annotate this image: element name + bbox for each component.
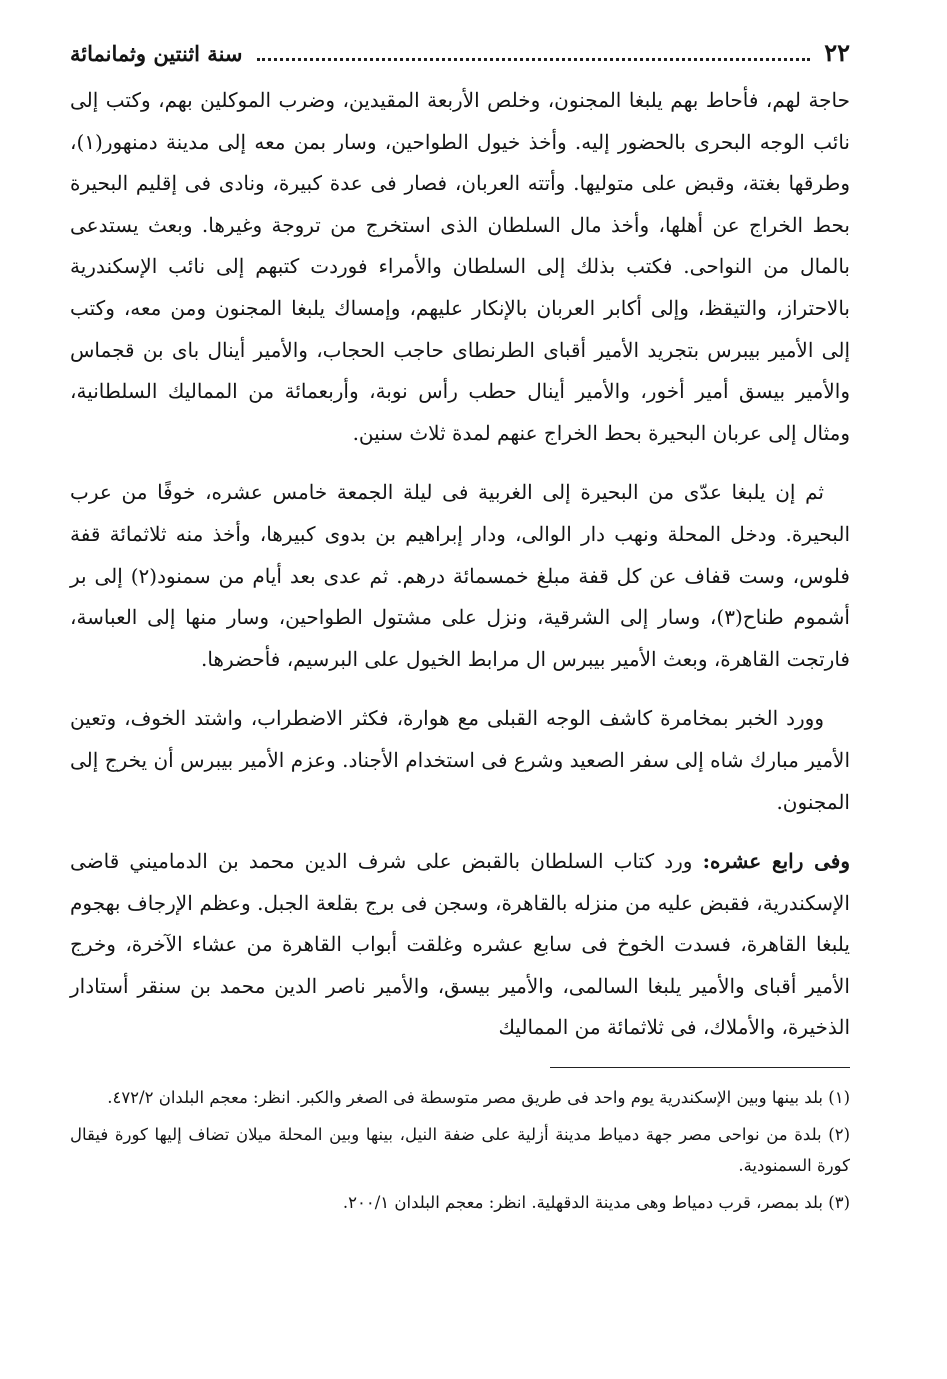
paragraph-lead: وفى رابع عشره: [702,849,850,874]
paragraph-text: ثم إن يلبغا عدّى من البحيرة إلى الغربية فى ليلة الجمعة خامس عشره، خوفًا من عرب البحيرة. ودخل المحلة ونهب دار الوالى، ودار إبراهيم بن بدوى كبيرها، وأخذ منه ثلاثمائة قفة فلوس، وست قفاف عن كل قفة مبلغ خمسمائة درهم. ثم عدى بعد أيام من سمنود(٢) إلى بر أشموم طناح(٣)، وسار إلى الشرقية، ونزل على مشتول الطواحين، وسار منها إلى العباسة، فارتجت القاهرة، وبعث الأمير بيبرس ال مرابط الخيول على البرسيم، فأحضرها. [70,480,850,671]
book-page [70,38,850,1348]
paragraph [70,841,850,1049]
paragraph [70,80,850,454]
footnote: (٣) بلد بمصر، قرب دمياط وهى مدينة الدقهلية. انظر: معجم البلدان ٢٠٠/١. [342,1193,850,1213]
running-head-title: سنة اثنتين وثمانمائة [70,41,243,66]
footnote: (٢) بلدة من نواحى مصر جهة دمياط مدينة أزلية على ضفة النيل، بينها وبين المحلة ميلان تضاف إليها كورة فيقال كورة السمنودية. [70,1125,850,1176]
running-head [70,38,850,74]
paragraph-text: وورد الخبر بمخامرة كاشف الوجه القبلى مع هوارة، فكثر الاضطراب، واشتد الخوف، وتعين الأمير مبارك شاه إلى سفر الصعيد وشرع فى استخدام الأجناد. وعزم الأمير بيبرس أن يخرج إلى المجنون. [70,706,850,814]
footnotes [70,1082,850,1218]
dotted-leader [257,58,811,61]
body-text [70,80,850,1049]
page-number: ٢٢ [824,38,850,67]
footnote: (١) بلد بينها وبين الإسكندرية يوم واحد فى طريق مصر متوسطة فى الصغر والكبر. انظر: معجم البلدان ٤٧٢/٢. [107,1088,850,1108]
paragraph [70,698,850,823]
footnote-separator [550,1067,850,1068]
paragraph-text: حاجة لهم، فأحاط بهم يلبغا المجنون، وخلص الأربعة المقيدين، وضرب الموكلين بهم، وكتب إلى نائب الوجه البحرى بالحضور إليه. وأخذ خيول الطواحين، وسار بمن معه إلى مدينة دمنهور(١)، وطرقها بغتة، وقبض على متوليها. وأتته العربان، فصار فى عدة كبيرة، ونادى فى إقليم البحيرة بحط الخراج عن أهلها، وأخذ مال السلطان الذى استخرج من تروجة وغيرها. وبعث يستدعى بالمال من النواحى. فكتب بذلك إلى السلطان والأمراء فوردت كتبهم إلى نائب الإسكندرية بالاحتراز، والتيقظ، وإلى أكابر العربان بالإنكار عليهم، وإمساك يلبغا المجنون ومن معه، وكتب إلى الأمير بيبرس بتجريد الأمير أقباى الطرنطاى حاجب الحجاب، والأمير أينال باى بن قجماس والأمير بيسق أمير أخور، والأمير أينال حطب رأس نوبة، وأربعمائة من المماليك السلطانية، ومثال إلى عربان البحيرة بحط الخراج عنهم لمدة ثلاث سنين. [70,88,850,445]
paragraph-text: ورد كتاب السلطان بالقبض على شرف الدين محمد بن الدماميني قاضى الإسكندرية، فقبض عليه من منزله بالقاهرة، وسجن فى برج بقلعة الجبل. وعظم الإرجاف بهجوم يلبغا القاهرة، فسدت الخوخ فى سابع عشره وغلقت أبواب القاهرة من عشاء الآخرة، وخرج الأمير أقباى والأمير يلبغا السالمى، والأمير بيسق، والأمير ناصر الدين محمد بن سنقر أستادار الذخيرة، والأملاك، فى ثلاثمائة من المماليك [70,849,850,1040]
paragraph [70,472,850,680]
